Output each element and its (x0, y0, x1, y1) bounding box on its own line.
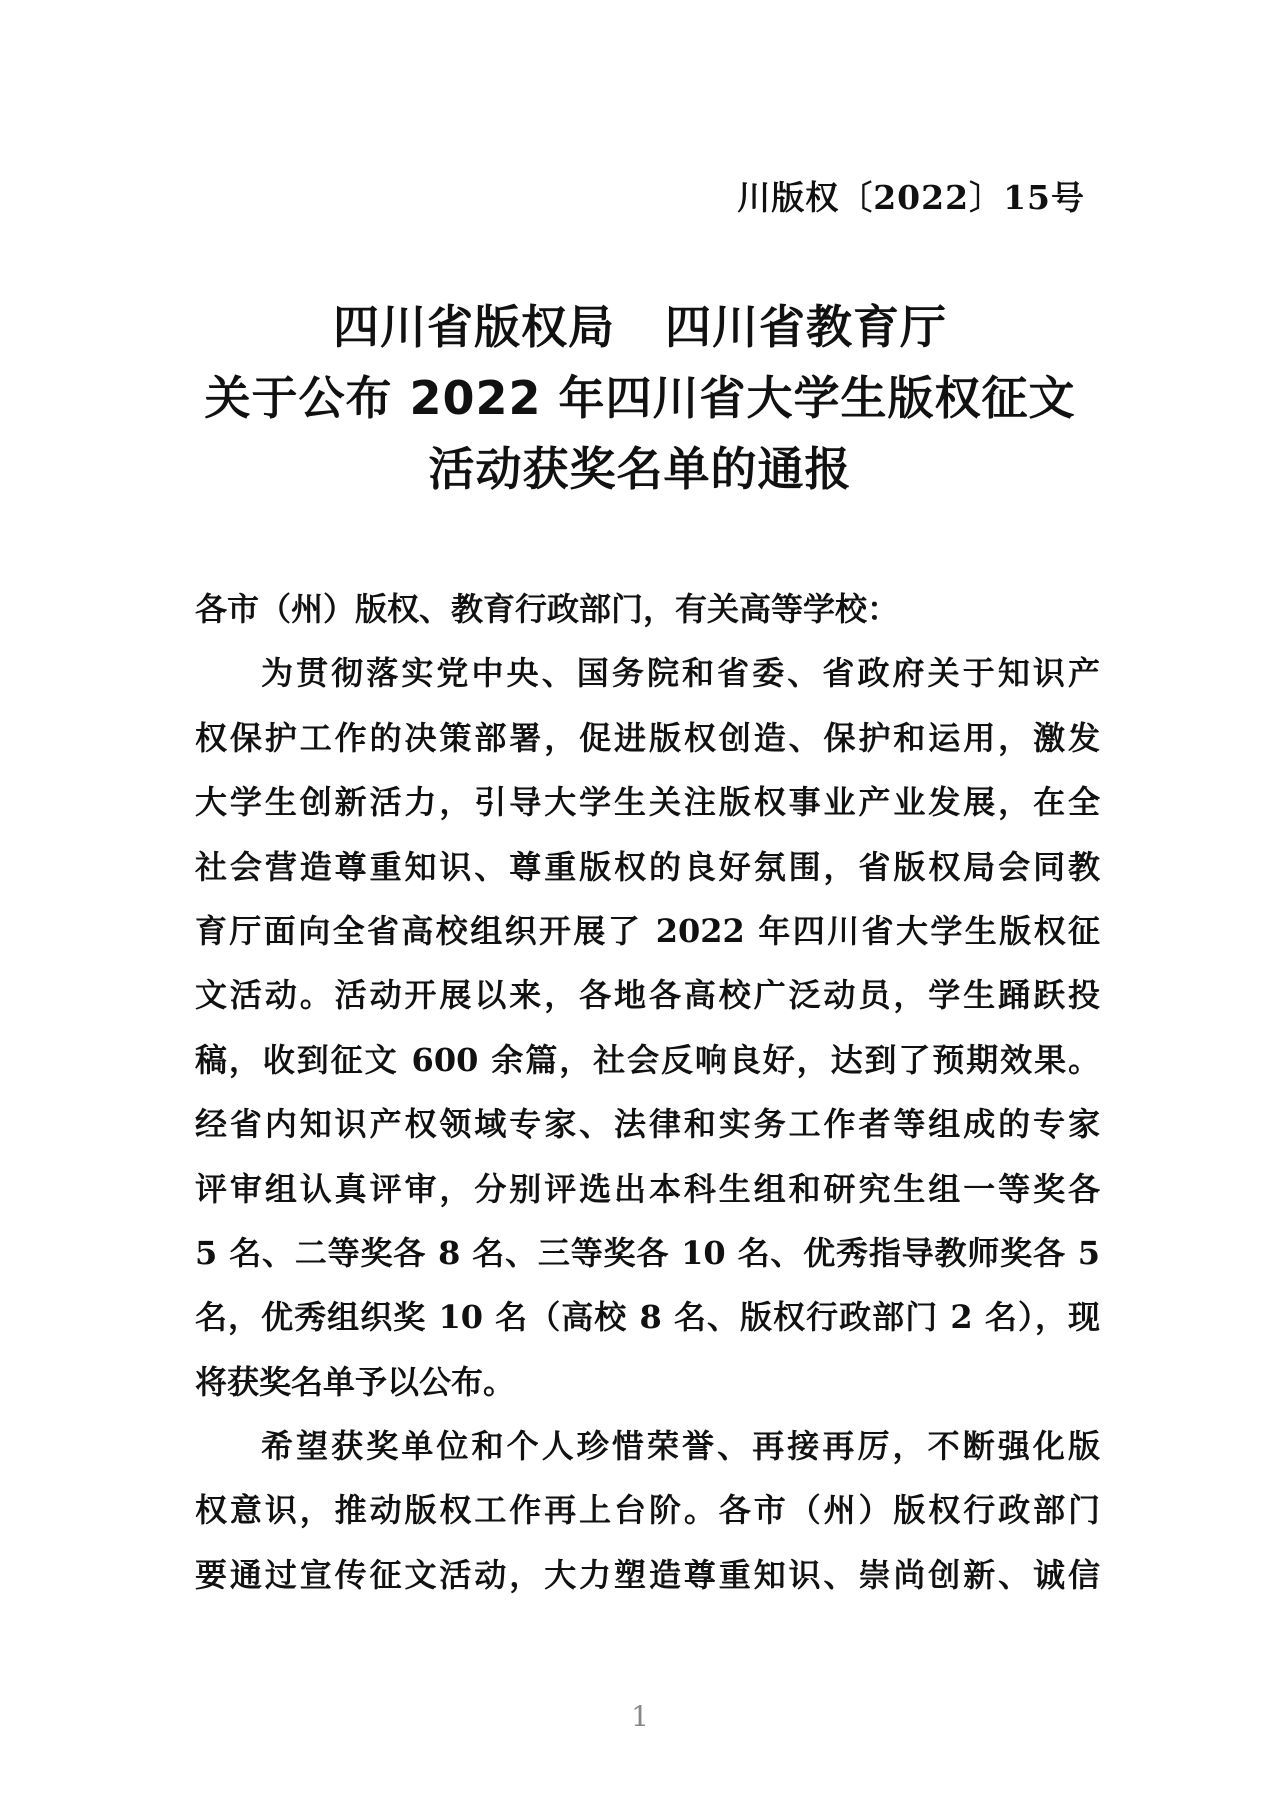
title-issuer-copyright-bureau: 四川省版权局 (333, 300, 615, 354)
paragraph-1-line: 稿，收到征文 600 余篇，社会反响良好，达到了预期效果。 (195, 1040, 1100, 1079)
page-number: 1 (631, 1700, 649, 1733)
paragraph-1-line: 评审组认真评审，分别评选出本科生组和研究生组一等奖各 (195, 1169, 1100, 1208)
paragraph-1 (195, 641, 1100, 1414)
paragraph-1-line: 经省内知识产权领域专家、法律和实务工作者等组成的专家 (195, 1105, 1100, 1144)
title-issuer-education-department: 四川省教育厅 (665, 300, 947, 354)
paragraph-1-line: 5 名、二等奖各 8 名、三等奖各 10 名、优秀指导教师奖各 5 (195, 1233, 1100, 1272)
title-line-2: 关于公布 2022 年四川省大学生版权征文 (204, 371, 1076, 425)
paragraph-2 (195, 1414, 1100, 1607)
salutation: 各市（州）版权、教育行政部门，有关高等学校： (195, 590, 900, 628)
title-issuers (0, 292, 1280, 363)
paragraph-1-line: 育厅面向全省高校组织开展了 2022 年四川省大学生版权征 (195, 911, 1100, 950)
paragraph-1-line: 大学生创新活力，引导大学生关注版权事业产业发展，在全 (195, 783, 1100, 822)
paragraph-1-line: 社会营造尊重知识、尊重版权的良好氛围，省版权局会同教 (195, 847, 1100, 886)
title-line-3: 活动获奖名单的通报 (428, 442, 852, 496)
paragraph-2-line: 权意识，推动版权工作再上台阶。各市（州）版权行政部门 (195, 1491, 1100, 1530)
document-title (0, 292, 1280, 505)
paragraph-2-line: 希望获奖单位和个人珍惜荣誉、再接再厉，不断强化版 (261, 1427, 1100, 1466)
paragraph-2-line: 要通过宣传征文活动，大力塑造尊重知识、崇尚创新、诚信 (195, 1555, 1100, 1594)
paragraph-1-line: 为贯彻落实党中央、国务院和省委、省政府关于知识产 (261, 654, 1100, 693)
paragraph-1-line: 权保护工作的决策部署，促进版权创造、保护和运用，激发 (195, 718, 1100, 757)
paragraph-1-line: 名，优秀组织奖 10 名（高校 8 名、版权行政部门 2 名），现 (195, 1298, 1100, 1337)
paragraph-1-line: 将获奖名单予以公布。 (195, 1362, 516, 1401)
document-body (195, 577, 1100, 1607)
document-number: 川版权〔2022〕15号 (737, 178, 1085, 217)
paragraph-1-line: 文活动。活动开展以来，各地各高校广泛动员，学生踊跃投 (195, 976, 1100, 1015)
